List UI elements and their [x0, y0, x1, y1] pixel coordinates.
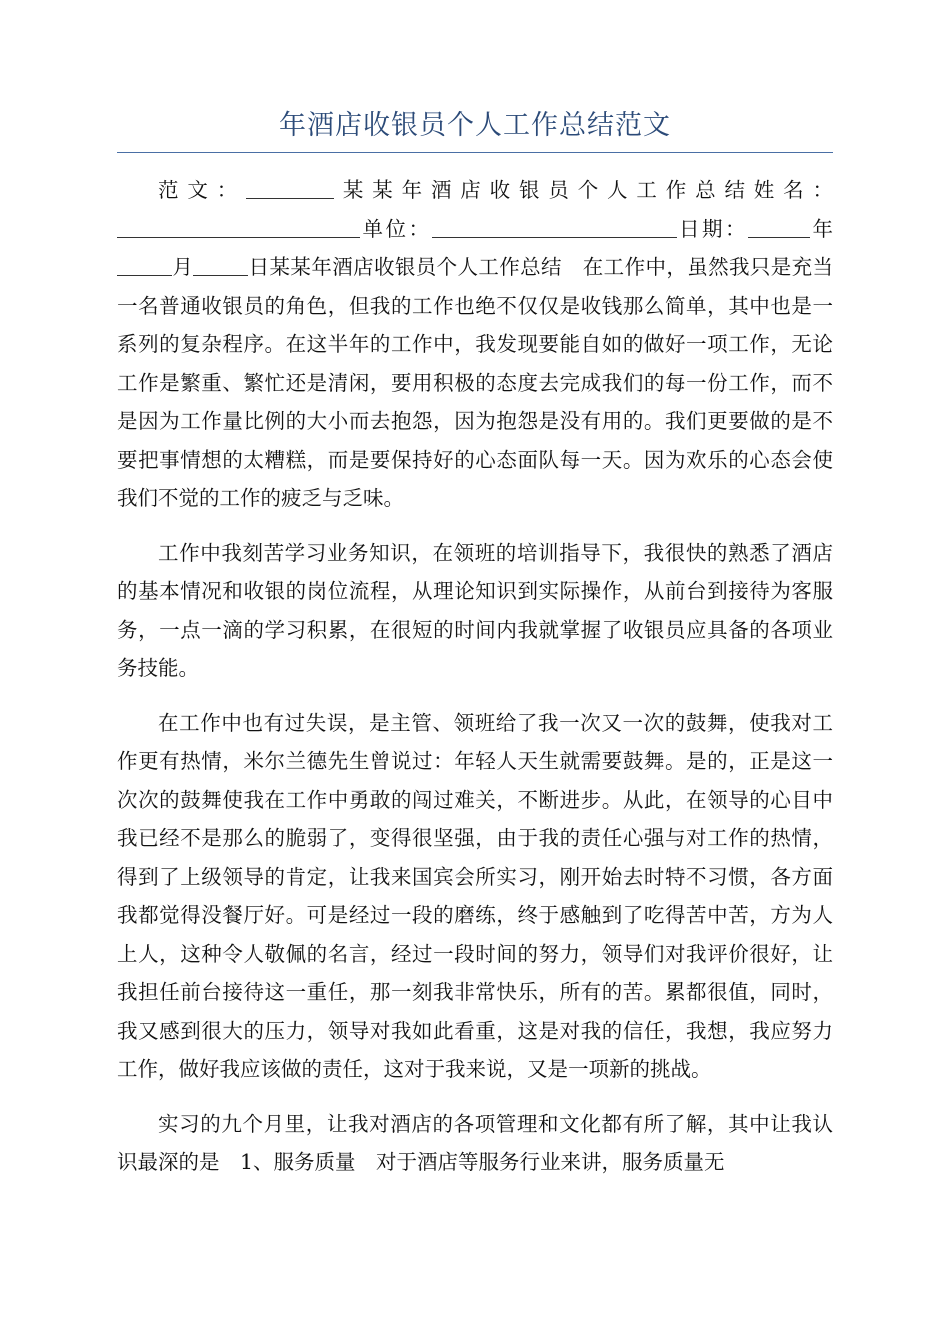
label-yue: 月: [172, 255, 194, 279]
paragraph-study: 工作中我刻苦学习业务知识，在领班的培训指导下，我很快的熟悉了酒店的基本情况和收银的岗位流程，从理论知识到实际操作，从前台到接待为客服务，一点一滴的学习积累，在很短的时间内我就掌握了收银员应具备的各项业务技能。: [117, 540, 833, 680]
document-title: 年酒店收银员个人工作总结范文: [117, 106, 833, 153]
document-body: [117, 171, 833, 1182]
paragraph-encouragement: 在工作中也有过失误，是主管、领班给了我一次又一次的鼓舞，使我对工作更有热情，米尔兰德先生曾说过：年轻人天生就需要鼓舞。是的，正是这一次次的鼓舞使我在工作中勇敢的闯过难关，不断进步。从此，在领导的心目中我已经不是那么的脆弱了，变得很坚强，由于我的责任心强与对工作的热情，得到了上级领导的肯定，让我来国宾会所实习，刚开始去时特不习惯，各方面我都觉得没餐厅好。可是经过一段的磨练，终于感触到了吃得苦中苦，方为人上人，这种令人敬佩的名言，经过一段时间的努力，领导们对我评价很好，让我担任前台接待这一重任，那一刻我非常快乐，所有的苦。累都很值，同时，我又感到很大的压力，领导对我如此看重，这是对我的信任，我想，我应努力工作，做好我应该做的责任，这对于我来说，又是一项新的挑战。: [117, 710, 833, 1081]
label-nian: 年: [810, 216, 833, 241]
blank-fanwen[interactable]: [246, 176, 334, 199]
intro-heading-text: 某某年酒店收银员个人工作总结姓名：: [334, 178, 834, 202]
label-danwei: 单位：: [360, 216, 432, 241]
label-fanwen: 范文：: [158, 178, 247, 202]
blank-month[interactable]: [117, 253, 172, 276]
blank-unit[interactable]: [432, 215, 677, 238]
blank-name[interactable]: [117, 215, 360, 238]
intro-paragraph: [117, 171, 833, 518]
blank-year[interactable]: [748, 215, 810, 238]
intro-body-text: 日某某年酒店收银员个人工作总结 在工作中，虽然我只是充当一名普通收银员的角色，但我的工作也绝不仅仅是收钱那么简单，其中也是一系列的复杂程序。在这半年的工作中，我发现要能自如的做好一项工作，无论工作是繁重、繁忙还是清闲，要用积极的态度去完成我们的每一份工作，而不是因为工作量比例的大小而去抱怨，因为抱怨是没有用的。我们更要做的是不要把事情想的太糟糕，而是要保持好的心态面队每一天。因为欢乐的心态会使我们不觉的工作的疲乏与乏味。: [117, 255, 834, 510]
blank-day[interactable]: [193, 253, 248, 276]
document-page: [117, 106, 833, 1182]
label-riqi: 日期：: [676, 216, 748, 241]
paragraph-internship: 实习的九个月里，让我对酒店的各项管理和文化都有所了解，其中让我认识最深的是 1、服务质量 对于酒店等服务行业来讲，服务质量无: [117, 1111, 833, 1174]
